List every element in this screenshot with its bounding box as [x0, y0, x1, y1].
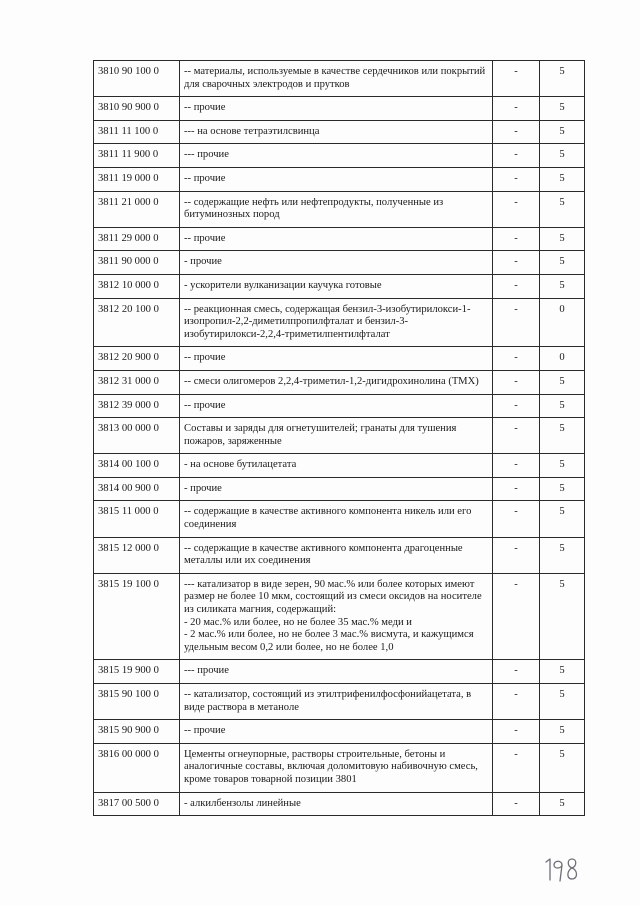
hs-code-cell: 3815 90 100 0 [94, 684, 180, 720]
table-row [94, 573, 585, 660]
table-row [94, 394, 585, 418]
hs-code-cell: 3815 12 000 0 [94, 537, 180, 573]
description-cell: -- прочие [180, 167, 493, 191]
col3-cell: - [493, 97, 540, 121]
table-row [94, 720, 585, 744]
col3-cell: - [493, 743, 540, 792]
hs-code-cell: 3814 00 900 0 [94, 477, 180, 501]
table-row [94, 418, 585, 454]
hs-code-cell: 3811 11 900 0 [94, 144, 180, 168]
rate-cell: 5 [540, 792, 585, 816]
table-row [94, 144, 585, 168]
rate-cell: 5 [540, 720, 585, 744]
col3-cell: - [493, 61, 540, 97]
hs-code-cell: 3810 90 900 0 [94, 97, 180, 121]
hs-code-cell: 3811 90 000 0 [94, 251, 180, 275]
col3-cell: - [493, 274, 540, 298]
description-cell: - прочие [180, 251, 493, 275]
hs-code-cell: 3811 29 000 0 [94, 227, 180, 251]
rate-cell: 5 [540, 120, 585, 144]
hs-code-cell: 3812 20 900 0 [94, 347, 180, 371]
col3-cell: - [493, 501, 540, 537]
col3-cell: - [493, 298, 540, 347]
description-cell: --- на основе тетраэтилсвинца [180, 120, 493, 144]
table-row [94, 251, 585, 275]
description-cell: -- прочие [180, 347, 493, 371]
rate-cell: 0 [540, 298, 585, 347]
rate-cell: 5 [540, 144, 585, 168]
rate-cell: 5 [540, 97, 585, 121]
description-cell: -- прочие [180, 227, 493, 251]
col3-cell: - [493, 167, 540, 191]
hs-code-cell: 3815 19 100 0 [94, 573, 180, 660]
col3-cell: - [493, 144, 540, 168]
rate-cell: 5 [540, 573, 585, 660]
table-row [94, 743, 585, 792]
table-row [94, 537, 585, 573]
hs-code-cell: 3813 00 000 0 [94, 418, 180, 454]
table-row [94, 61, 585, 97]
description-cell: -- прочие [180, 720, 493, 744]
rate-cell: 0 [540, 347, 585, 371]
description-cell: --- катализатор в виде зерен, 90 мас.% или более которых имеют размер не более 10 мкм, состоящий из смеси оксидов на носителе из силиката магния, содержащий: - 20 мас.% или более, но не более 35 мас.% меди и - 2 мас.% или более, но не более 3 мас.% висмута, и кажущимся удельным весом 0,2 или более, но не более 1,0 [180, 573, 493, 660]
col3-cell: - [493, 684, 540, 720]
description-cell: -- прочие [180, 394, 493, 418]
hs-code-cell: 3815 11 000 0 [94, 501, 180, 537]
description-cell: -- прочие [180, 97, 493, 121]
description-cell: Составы и заряды для огнетушителей; гранаты для тушения пожаров, заряженные [180, 418, 493, 454]
hs-code-cell: 3811 19 000 0 [94, 167, 180, 191]
hs-code-cell: 3812 10 000 0 [94, 274, 180, 298]
description-cell: -- содержащие в качестве активного компонента драгоценные металлы или их соединения [180, 537, 493, 573]
description-cell: - на основе бутилацетата [180, 454, 493, 478]
description-cell: -- катализатор, состоящий из этилтрифенилфосфонийацетата, в виде раствора в метаноле [180, 684, 493, 720]
hs-code-cell: 3812 20 100 0 [94, 298, 180, 347]
table-row [94, 274, 585, 298]
col3-cell: - [493, 537, 540, 573]
table-row [94, 120, 585, 144]
description-cell: -- содержащие нефть или нефтепродукты, полученные из битуминозных пород [180, 191, 493, 227]
description-cell: -- содержащие в качестве активного компонента никель или его соединения [180, 501, 493, 537]
col3-cell: - [493, 720, 540, 744]
rate-cell: 5 [540, 537, 585, 573]
col3-cell: - [493, 418, 540, 454]
description-cell: - ускорители вулканизации каучука готовые [180, 274, 493, 298]
table-row [94, 167, 585, 191]
table-row [94, 501, 585, 537]
rate-cell: 5 [540, 418, 585, 454]
col3-cell: - [493, 370, 540, 394]
tariff-table [93, 60, 585, 816]
table-row [94, 370, 585, 394]
rate-cell: 5 [540, 501, 585, 537]
rate-cell: 5 [540, 274, 585, 298]
table-row [94, 792, 585, 816]
table-row [94, 454, 585, 478]
col3-cell: - [493, 191, 540, 227]
description-cell: - алкилбензолы линейные [180, 792, 493, 816]
rate-cell: 5 [540, 660, 585, 684]
col3-cell: - [493, 454, 540, 478]
table-row [94, 477, 585, 501]
table-row [94, 227, 585, 251]
hs-code-cell: 3817 00 500 0 [94, 792, 180, 816]
hs-code-cell: 3810 90 100 0 [94, 61, 180, 97]
description-cell: --- прочие [180, 660, 493, 684]
hs-code-cell: 3811 21 000 0 [94, 191, 180, 227]
rate-cell: 5 [540, 394, 585, 418]
handwritten-page-number [542, 855, 582, 885]
table-row [94, 97, 585, 121]
tariff-table-body [94, 61, 585, 816]
description-cell: -- смеси олигомеров 2,2,4-триметил-1,2-дигидрохинолина (ТМХ) [180, 370, 493, 394]
rate-cell: 5 [540, 370, 585, 394]
rate-cell: 5 [540, 454, 585, 478]
col3-cell: - [493, 394, 540, 418]
rate-cell: 5 [540, 684, 585, 720]
hs-code-cell: 3814 00 100 0 [94, 454, 180, 478]
description-cell: -- материалы, используемые в качестве сердечников или покрытий для сварочных электродов и прутков [180, 61, 493, 97]
col3-cell: - [493, 347, 540, 371]
rate-cell: 5 [540, 743, 585, 792]
col3-cell: - [493, 227, 540, 251]
rate-cell: 5 [540, 477, 585, 501]
description-cell: Цементы огнеупорные, растворы строительные, бетоны и аналогичные составы, включая доломитовую набивочную смесь, кроме товаров товарной позиции 3801 [180, 743, 493, 792]
table-row [94, 660, 585, 684]
description-cell: --- прочие [180, 144, 493, 168]
hs-code-cell: 3815 19 900 0 [94, 660, 180, 684]
description-cell: -- реакционная смесь, содержащая бензил-3-изобутирилокси-1-изопропил-2,2-диметилпропилфталат и бензил-3-изобутирилокси-2,2,4-триметилпентилфталат [180, 298, 493, 347]
col3-cell: - [493, 251, 540, 275]
table-row [94, 684, 585, 720]
col3-cell: - [493, 477, 540, 501]
table-row [94, 191, 585, 227]
rate-cell: 5 [540, 251, 585, 275]
rate-cell: 5 [540, 191, 585, 227]
hs-code-cell: 3811 11 100 0 [94, 120, 180, 144]
col3-cell: - [493, 573, 540, 660]
rate-cell: 5 [540, 227, 585, 251]
hs-code-cell: 3816 00 000 0 [94, 743, 180, 792]
hs-code-cell: 3812 31 000 0 [94, 370, 180, 394]
rate-cell: 5 [540, 167, 585, 191]
table-row [94, 298, 585, 347]
hs-code-cell: 3815 90 900 0 [94, 720, 180, 744]
col3-cell: - [493, 120, 540, 144]
table-row [94, 347, 585, 371]
rate-cell: 5 [540, 61, 585, 97]
col3-cell: - [493, 660, 540, 684]
description-cell: - прочие [180, 477, 493, 501]
col3-cell: - [493, 792, 540, 816]
hs-code-cell: 3812 39 000 0 [94, 394, 180, 418]
